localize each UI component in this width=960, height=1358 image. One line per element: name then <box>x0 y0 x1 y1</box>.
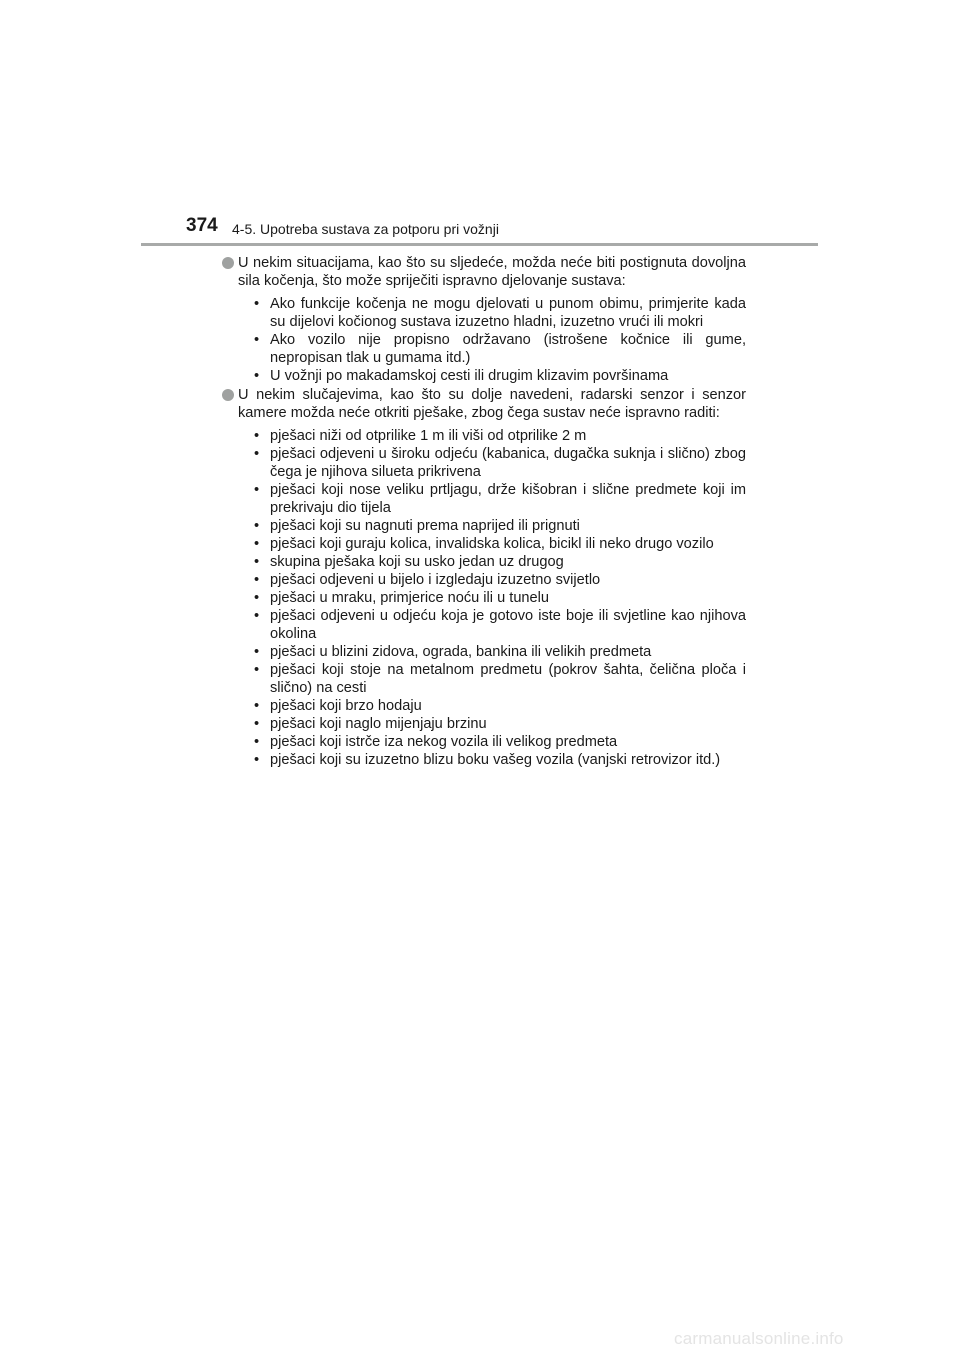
bullet-icon: • <box>254 644 260 660</box>
bullet-icon: • <box>254 518 260 534</box>
bullet-icon: • <box>254 752 260 768</box>
list-item-text: pješaci koji nose veliku prtljagu, drže kišobran i slične predmete koji im prekrivaju dio tijela <box>270 482 746 516</box>
list-item <box>238 367 746 385</box>
bullet-icon: • <box>254 734 260 750</box>
bullet-icon: • <box>254 536 260 552</box>
bullet-icon: • <box>254 698 260 714</box>
list-item <box>238 427 746 445</box>
list-item <box>238 553 746 571</box>
bullet-icon: • <box>254 554 260 570</box>
list-item-text: skupina pješaka koji su usko jedan uz drugog <box>270 554 564 570</box>
list-item-text: pješaci koji guraju kolica, invalidska kolica, bicikl ili neko drugo vozilo <box>270 536 714 552</box>
bullet-icon: • <box>254 332 260 348</box>
paragraph-text: U nekim situacijama, kao što su sljedeće, možda neće biti postignuta dovoljna sila kočenja, što može spriječiti ispravno djelovanje sustava: <box>238 255 746 289</box>
paragraph-text: U nekim slučajevima, kao što su dolje navedeni, radarski senzor i senzor kamere možda neće otkriti pješake, zbog čega sustav neće ispravno raditi: <box>238 387 746 421</box>
list-item-text: pješaci koji su nagnuti prema naprijed ili prignuti <box>270 518 580 534</box>
list-item <box>238 661 746 697</box>
section-title: 4-5. Upotreba sustava za potporu pri vožnji <box>232 221 499 237</box>
sub-list <box>238 295 746 385</box>
list-item-text: pješaci koji brzo hodaju <box>270 698 422 714</box>
list-item <box>238 331 746 367</box>
bullet-icon: • <box>254 608 260 624</box>
list-item-text: pješaci odjeveni u bijelo i izgledaju izuzetno svijetlo <box>270 572 601 588</box>
list-item <box>238 481 746 517</box>
bullet-icon: • <box>254 446 260 462</box>
page-number: 374 <box>186 215 218 236</box>
list-item <box>238 571 746 589</box>
bullet-icon: • <box>254 590 260 606</box>
list-item-text: pješaci koji naglo mijenjaju brzinu <box>270 716 487 732</box>
list-item-text: pješaci odjeveni u odjeću koja je gotovo iste boje ili svjetline kao njihova okolina <box>270 608 746 642</box>
list-item <box>238 295 746 331</box>
list-item-text: Ako vozilo nije propisno održavano (istrošene kočnice ili gume, nepropisan tlak u gumama itd.) <box>270 332 746 366</box>
list-item-text: pješaci koji stoje na metalnom predmetu (pokrov šahta, čelična ploča i slično) na cesti <box>270 662 746 696</box>
list-item <box>238 445 746 481</box>
bullet-icon: • <box>254 482 260 498</box>
list-item-text: pješaci niži od otprilike 1 m ili viši od otprilike 2 m <box>270 428 587 444</box>
list-item <box>238 607 746 643</box>
bullet-icon: • <box>254 296 260 312</box>
watermark-text: carmanualsonline.info <box>674 1329 844 1348</box>
list-item <box>238 517 746 535</box>
list-item <box>238 697 746 715</box>
sub-list <box>238 427 746 769</box>
bullet-icon: • <box>254 572 260 588</box>
list-item-text: Ako funkcije kočenja ne mogu djelovati u punom obimu, primjerite kada su dijelovi kočionog sustava izuzetno hladni, izuzetno vrući ili mokri <box>270 296 746 330</box>
list-item <box>238 733 746 751</box>
header-rule <box>141 243 818 246</box>
list-item <box>238 589 746 607</box>
list-item <box>238 751 746 769</box>
list-item-text: pješaci u mraku, primjerice noću ili u tunelu <box>270 590 550 606</box>
list-item-text: pješaci odjeveni u široku odjeću (kabanica, dugačka suknja i slično) zbog čega je njihova silueta prikrivena <box>270 446 746 480</box>
paragraph-braking-conditions <box>222 254 746 385</box>
paragraph-pedestrian-detection <box>222 386 746 769</box>
bullet-icon: • <box>254 662 260 678</box>
bullet-icon: • <box>254 716 260 732</box>
list-item <box>238 715 746 733</box>
bullet-icon: • <box>254 428 260 444</box>
list-item <box>238 535 746 553</box>
page-content <box>222 254 746 769</box>
list-item-text: U vožnji po makadamskoj cesti ili drugim klizavim površinama <box>270 368 669 384</box>
circle-bullet-icon <box>222 257 234 269</box>
list-item-text: pješaci koji istrče iza nekog vozila ili velikog predmeta <box>270 734 618 750</box>
bullet-icon: • <box>254 368 260 384</box>
list-item-text: pješaci u blizini zidova, ograda, bankina ili velikih predmeta <box>270 644 652 660</box>
list-item-text: pješaci koji su izuzetno blizu boku vašeg vozila (vanjski retrovizor itd.) <box>270 752 721 768</box>
list-item <box>238 643 746 661</box>
circle-bullet-icon <box>222 389 234 401</box>
